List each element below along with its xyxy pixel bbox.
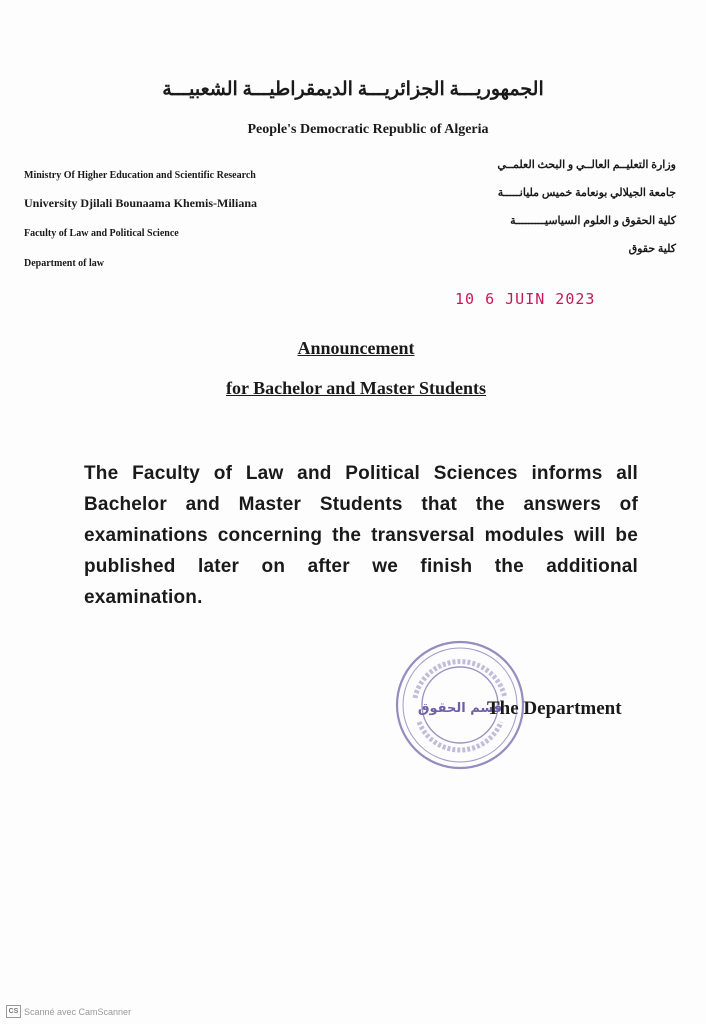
arabic-republic-title: الجمهوريـــة الجزائريـــة الديمقراطيـــة الشعبيـــة — [162, 79, 544, 100]
ministry-line-arabic: وزارة التعليــم العالــي و البحث العلمــي — [497, 159, 676, 171]
announcement-body: The Faculty of Law and Political Sciences informs all Bachelor and Master Students that the answers of examinations concerning the transversal modules will be published later on after we finish the additional examination. — [84, 463, 638, 608]
announcement-title: Announcement — [297, 338, 415, 358]
stamp-text: قسم الحقوق — [417, 701, 503, 716]
date-stamp: 10 6 JUIN 2023 — [455, 290, 596, 308]
ministry-line: Ministry Of Higher Education and Scientific Research — [24, 170, 256, 181]
faculty-line-arabic: كلية الحقوق و العلوم السياسيـــــــــة — [510, 215, 676, 227]
english-republic-title: People's Democratic Republic of Algeria — [247, 122, 489, 137]
university-line-arabic: جامعة الجيلالي بونعامة خميس مليانـــــة — [497, 187, 676, 199]
department-line: Department of law — [24, 258, 104, 269]
signature-label: The Department — [487, 698, 622, 719]
scanner-footer-text: Scanné avec CamScanner — [24, 1006, 132, 1017]
scanner-footer — [6, 1005, 131, 1018]
camscanner-logo-icon: CS — [6, 1005, 21, 1018]
faculty-line: Faculty of Law and Political Science — [24, 228, 179, 239]
university-line: University Djilali Bounaama Khemis-Miliana — [24, 196, 258, 210]
department-line-arabic: كلية حقوق — [628, 243, 676, 255]
announcement-subtitle: for Bachelor and Master Students — [225, 378, 486, 398]
